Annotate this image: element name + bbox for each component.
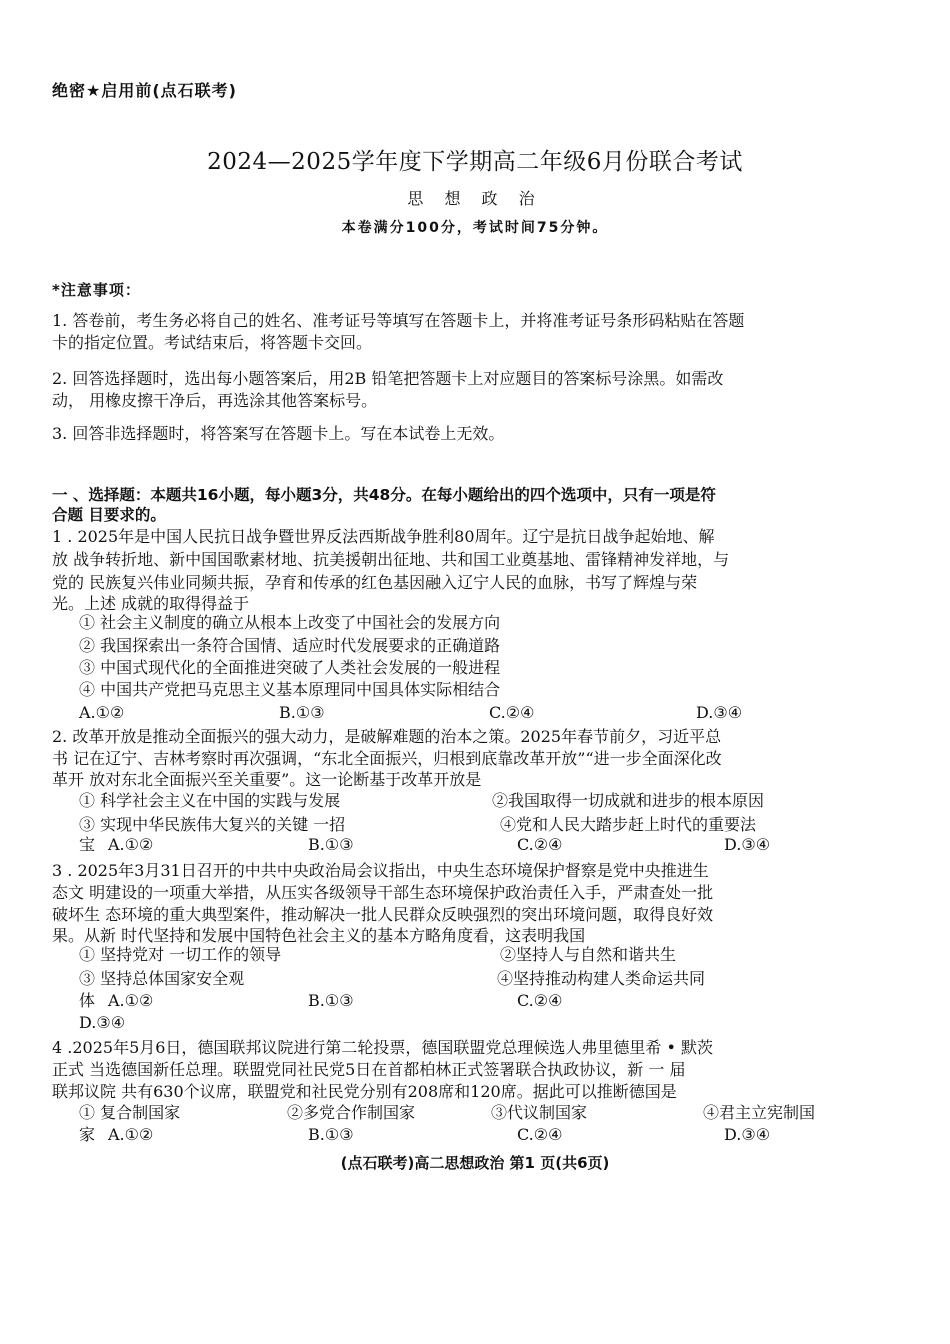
- secret-label: 绝密★启用前(点石联考): [52, 81, 237, 100]
- question-stem: 光。上述 成就的取得得益于: [52, 594, 250, 613]
- question-stem: 破坏生 态环境的重大典型案件，推动解决一批人民群众反映强烈的突出环境问题，取得良好效: [52, 905, 714, 924]
- option-line: ① 坚持党对 一切工作的领导: [79, 945, 282, 964]
- question-stem: 2. 改革开放是推动全面振兴的强大动力，是破解难题的治本之策。2025年春节前夕，习近平总: [52, 727, 722, 746]
- option-line: ① 复合制国家: [79, 1103, 181, 1122]
- question-stem: 放 战争转折地、新中国国歌素材地、抗美援朝出征地、共和国工业奠基地、雷锋精神发祥地，与: [52, 550, 730, 569]
- option-line: ②坚持人与自然和谐共生: [500, 945, 677, 964]
- option-line: ③ 中国式现代化的全面推进突破了人类社会发展的一般进程: [79, 658, 501, 677]
- exam-title: 2024—2025学年度下学期高二年级6月份联合考试: [207, 149, 743, 175]
- note-line: 2. 回答选择题时，选出每小题答案后，用2B 铅笔把答题卡上对应题目的答案标号涂黑。如需改: [52, 369, 724, 388]
- question-stem: 果。从新 时代坚持和发展中国特色社会主义的基本方略角度看，这表明我国: [52, 926, 586, 945]
- option-line: ③ 坚持总体国家安全观: [79, 969, 245, 988]
- answer-b: B.①③: [308, 1125, 354, 1144]
- question-stem: 4 .2025年5月6日，德国联邦议院进行第二轮投票，德国联盟党总理候选人弗里德里希 • 默茨: [52, 1038, 714, 1057]
- question-stem: 革开 放对东北全面振兴至关重要”。这一论断基于改革开放是: [52, 770, 482, 789]
- question-stem: 态文 明建设的一项重大举措，从压实各级领导干部生态环境保护政治责任入手，严肃查处一批: [52, 883, 714, 902]
- option-line: ②我国取得一切成就和进步的根本原因: [492, 791, 765, 810]
- note-line: 动， 用橡皮擦干净后，再选涂其他答案标号。: [52, 391, 378, 410]
- note-line: 3. 回答非选择题时，将答案写在答题卡上。写在本试卷上无效。: [52, 424, 505, 443]
- question-stem: 1 . 2025年是中国人民抗日战争暨世界反法西斯战争胜利80周年。辽宁是抗日战争起始地、解: [52, 527, 715, 546]
- option-line: ① 社会主义制度的确立从根本上改变了中国社会的发展方向: [79, 613, 501, 632]
- answer-d: D.③④: [696, 703, 743, 722]
- question-stem: 书 记在辽宁、吉林考察时再次强调，“东北全面振兴，归根到底靠改革开放”“进一步全面深化改: [52, 749, 722, 768]
- option-line: ③代议制国家: [491, 1103, 588, 1122]
- option-line: ④党和人民大踏步赶上时代的重要法: [500, 815, 757, 834]
- answer-a: A.①②: [108, 835, 154, 854]
- option-line: ④ 中国共产党把马克思主义基本原理同中国具体实际相结合: [79, 680, 501, 699]
- option-line: ① 科学社会主义在中国的实践与发展: [79, 791, 341, 810]
- answer-a: A.①②: [108, 1125, 154, 1144]
- option-continuation: 宝: [79, 835, 96, 854]
- question-stem: 联邦议院 共有630个议席，联盟党和社民党分别有208席和120席。据此可以推断德国是: [52, 1082, 677, 1101]
- answer-c: C.②④: [517, 991, 563, 1010]
- answer-b: B.①③: [308, 835, 354, 854]
- answer-b: B.①③: [308, 991, 354, 1010]
- answer-c: C.②④: [517, 1125, 563, 1144]
- section-heading: 合题 目要求的。: [52, 506, 166, 524]
- answer-d: D.③④: [79, 1013, 126, 1032]
- question-stem: 正式 当选德国新任总理。联盟党同社民党5日在首都柏林正式签署联合执政协议，新 一 届: [52, 1060, 686, 1079]
- score-info: 本卷满分100分，考试时间75分钟。: [341, 220, 609, 236]
- option-continuation: 体: [79, 991, 96, 1010]
- answer-d: D.③④: [724, 1125, 771, 1144]
- subject-label: 思 想 政 治: [407, 189, 543, 208]
- option-continuation: 家: [79, 1125, 96, 1144]
- question-stem: 3 . 2025年3月31日召开的中共中央政治局会议指出，中央生态环境保护督察是党中央推进生: [52, 861, 709, 880]
- answer-a: A.①②: [79, 703, 125, 722]
- option-line: ③ 实现中华民族伟大复兴的关键 一招: [79, 815, 346, 834]
- answer-d: D.③④: [724, 835, 771, 854]
- option-line: ② 我国探索出一条符合国情、适应时代发展要求的正确道路: [79, 636, 501, 655]
- question-stem: 党的 民族复兴伟业同频共振，孕育和传承的红色基因融入辽宁人民的血脉，书写了辉煌与荣: [52, 573, 698, 592]
- option-line: ②多党合作制国家: [287, 1103, 416, 1122]
- note-line: 卡的指定位置。考试结束后，将答题卡交回。: [52, 333, 373, 352]
- answer-c: C.②④: [517, 835, 563, 854]
- section-heading: 一 、选择题：本题共16小题，每小题3分，共48分。在每小题给出的四个选项中，只有一项是符: [52, 486, 716, 504]
- answer-c: C.②④: [489, 703, 535, 722]
- notes-heading: *注意事项：: [52, 281, 141, 299]
- option-line: ④坚持推动构建人类命运共同: [497, 969, 706, 988]
- note-line: 1. 答卷前，考生务必将自己的姓名、准考证号等填写在答题卡上，并将准考证号条形码粘贴在答题: [52, 311, 745, 330]
- answer-b: B.①③: [279, 703, 325, 722]
- answer-a: A.①②: [108, 991, 154, 1010]
- option-line: ④君主立宪制国: [703, 1103, 816, 1122]
- page-footer: (点石联考)高二思想政治 第1 页(共6页): [340, 1154, 610, 1172]
